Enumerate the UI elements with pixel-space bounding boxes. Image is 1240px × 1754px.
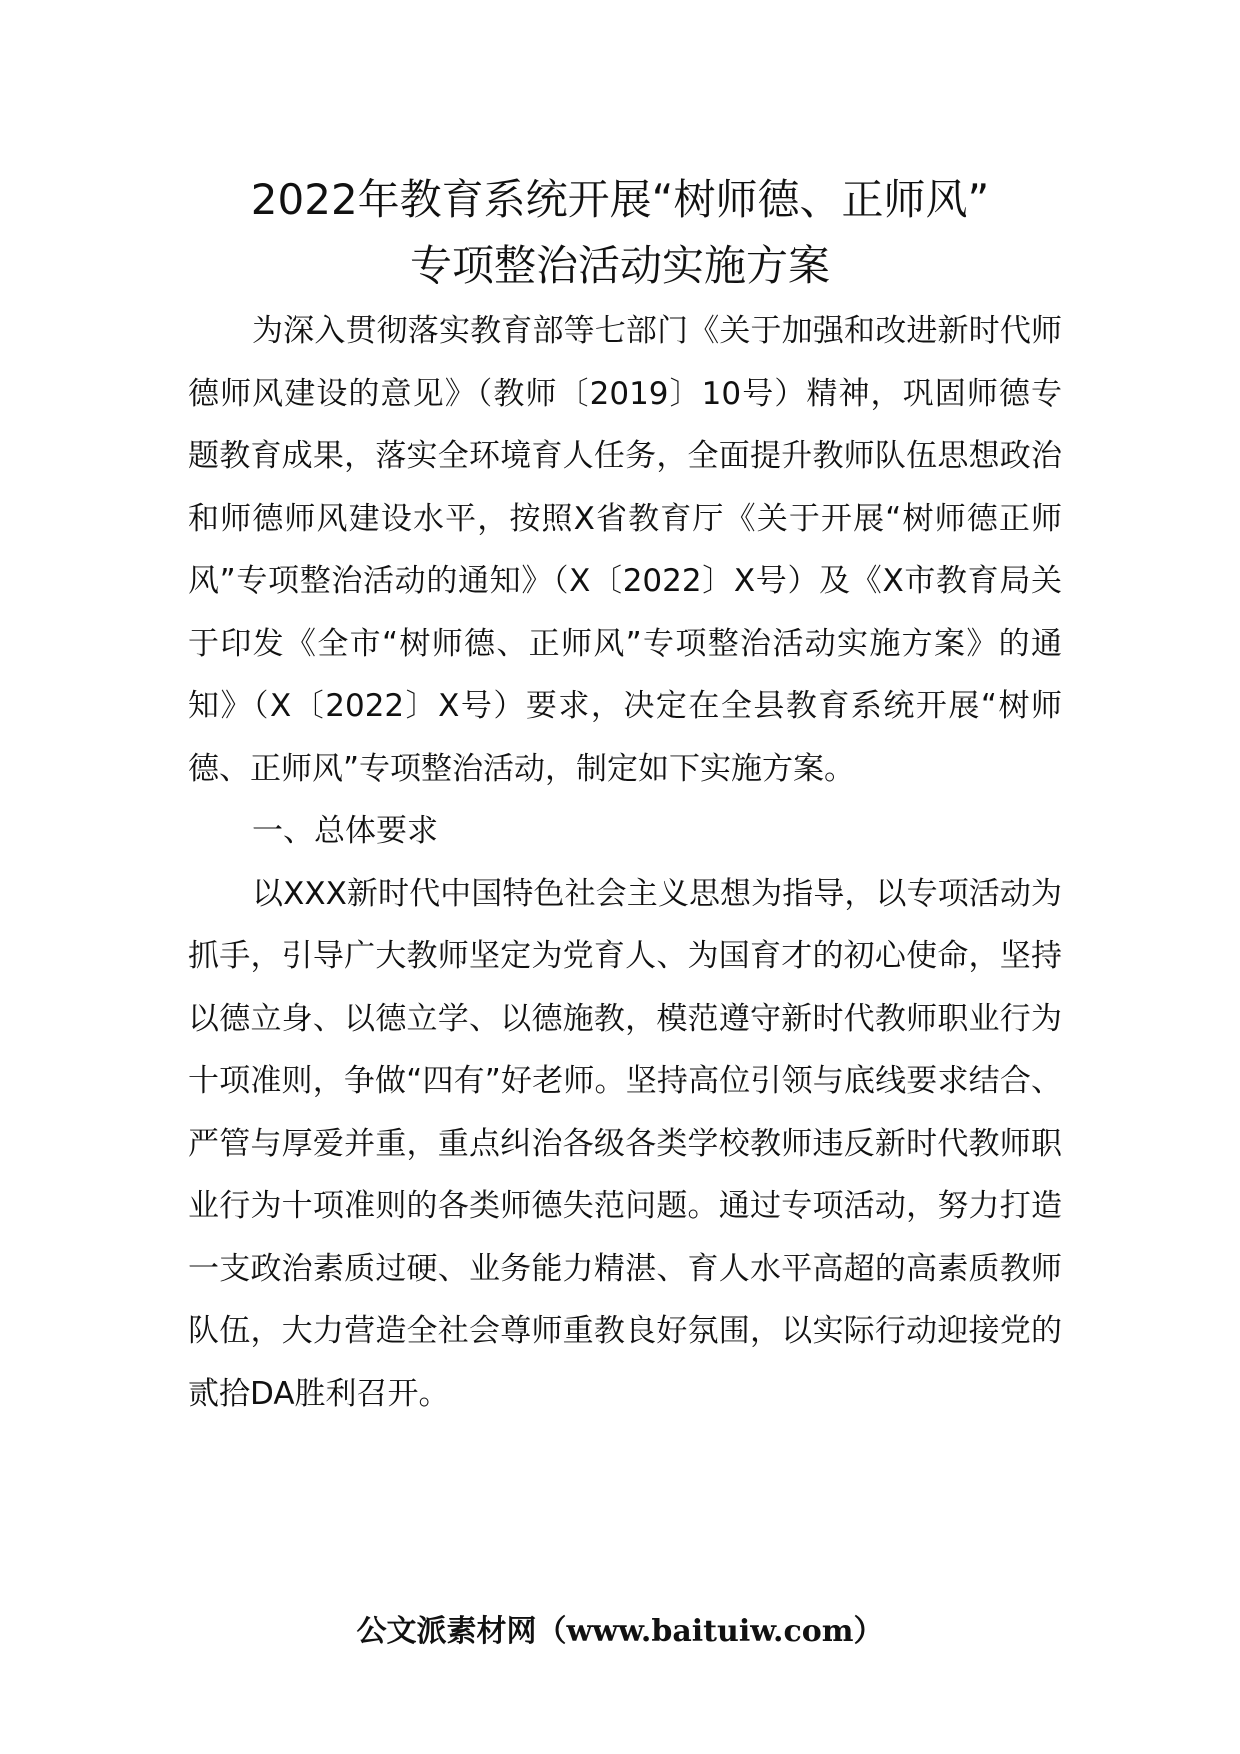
- intro-paragraph: 为深入贯彻落实教育部等七部门《关于加强和改进新时代师德师风建设的意见》（教师〔2019〕10号）精神，巩固师德专题教育成果，落实全环境育人任务，全面提升教师队伍思想政治和师德师风建设水平，按照X省教育厅《关于开展“树师德正师风”专项整治活动的通知》（X〔2022〕X号）及《X市教育局关于印发《全市“树师德、正师风”专项整治活动实施方案》的通知》（X〔2022〕X号）要求，决定在全县教育系统开展“树师德、正师风”专项整治活动，制定如下实施方案。: [188, 313, 1062, 787]
- section-heading-general-requirements: 一、总体要求: [252, 813, 438, 849]
- document-title-line-1: 2022年教育系统开展“树师德、正师风”: [250, 175, 990, 224]
- general-requirements-paragraph: 以XXX新时代中国特色社会主义思想为指导，以专项活动为抓手，引导广大教师坚定为党育人、为国育才的初心使命，坚持以德立身、以德立学、以德施教，模范遵守新时代教师职业行为十项准则，争做“四有”好老师。坚持高位引领与底线要求结合、严管与厚爱并重，重点纠治各级各类学校教师违反新时代教师职业行为十项准则的各类师德失范问题。通过专项活动，努力打造一支政治素质过硬、业务能力精湛、育人水平高超的高素质教师队伍，大力营造全社会尊师重教良好氛围，以实际行动迎接党的贰拾DA胜利召开。: [188, 875, 1062, 1412]
- footer-watermark: 公文派素材网（www.baituiw.com）: [356, 1614, 884, 1649]
- document-title-line-2: 专项整治活动实施方案: [409, 241, 830, 290]
- document-body: [188, 300, 1062, 1425]
